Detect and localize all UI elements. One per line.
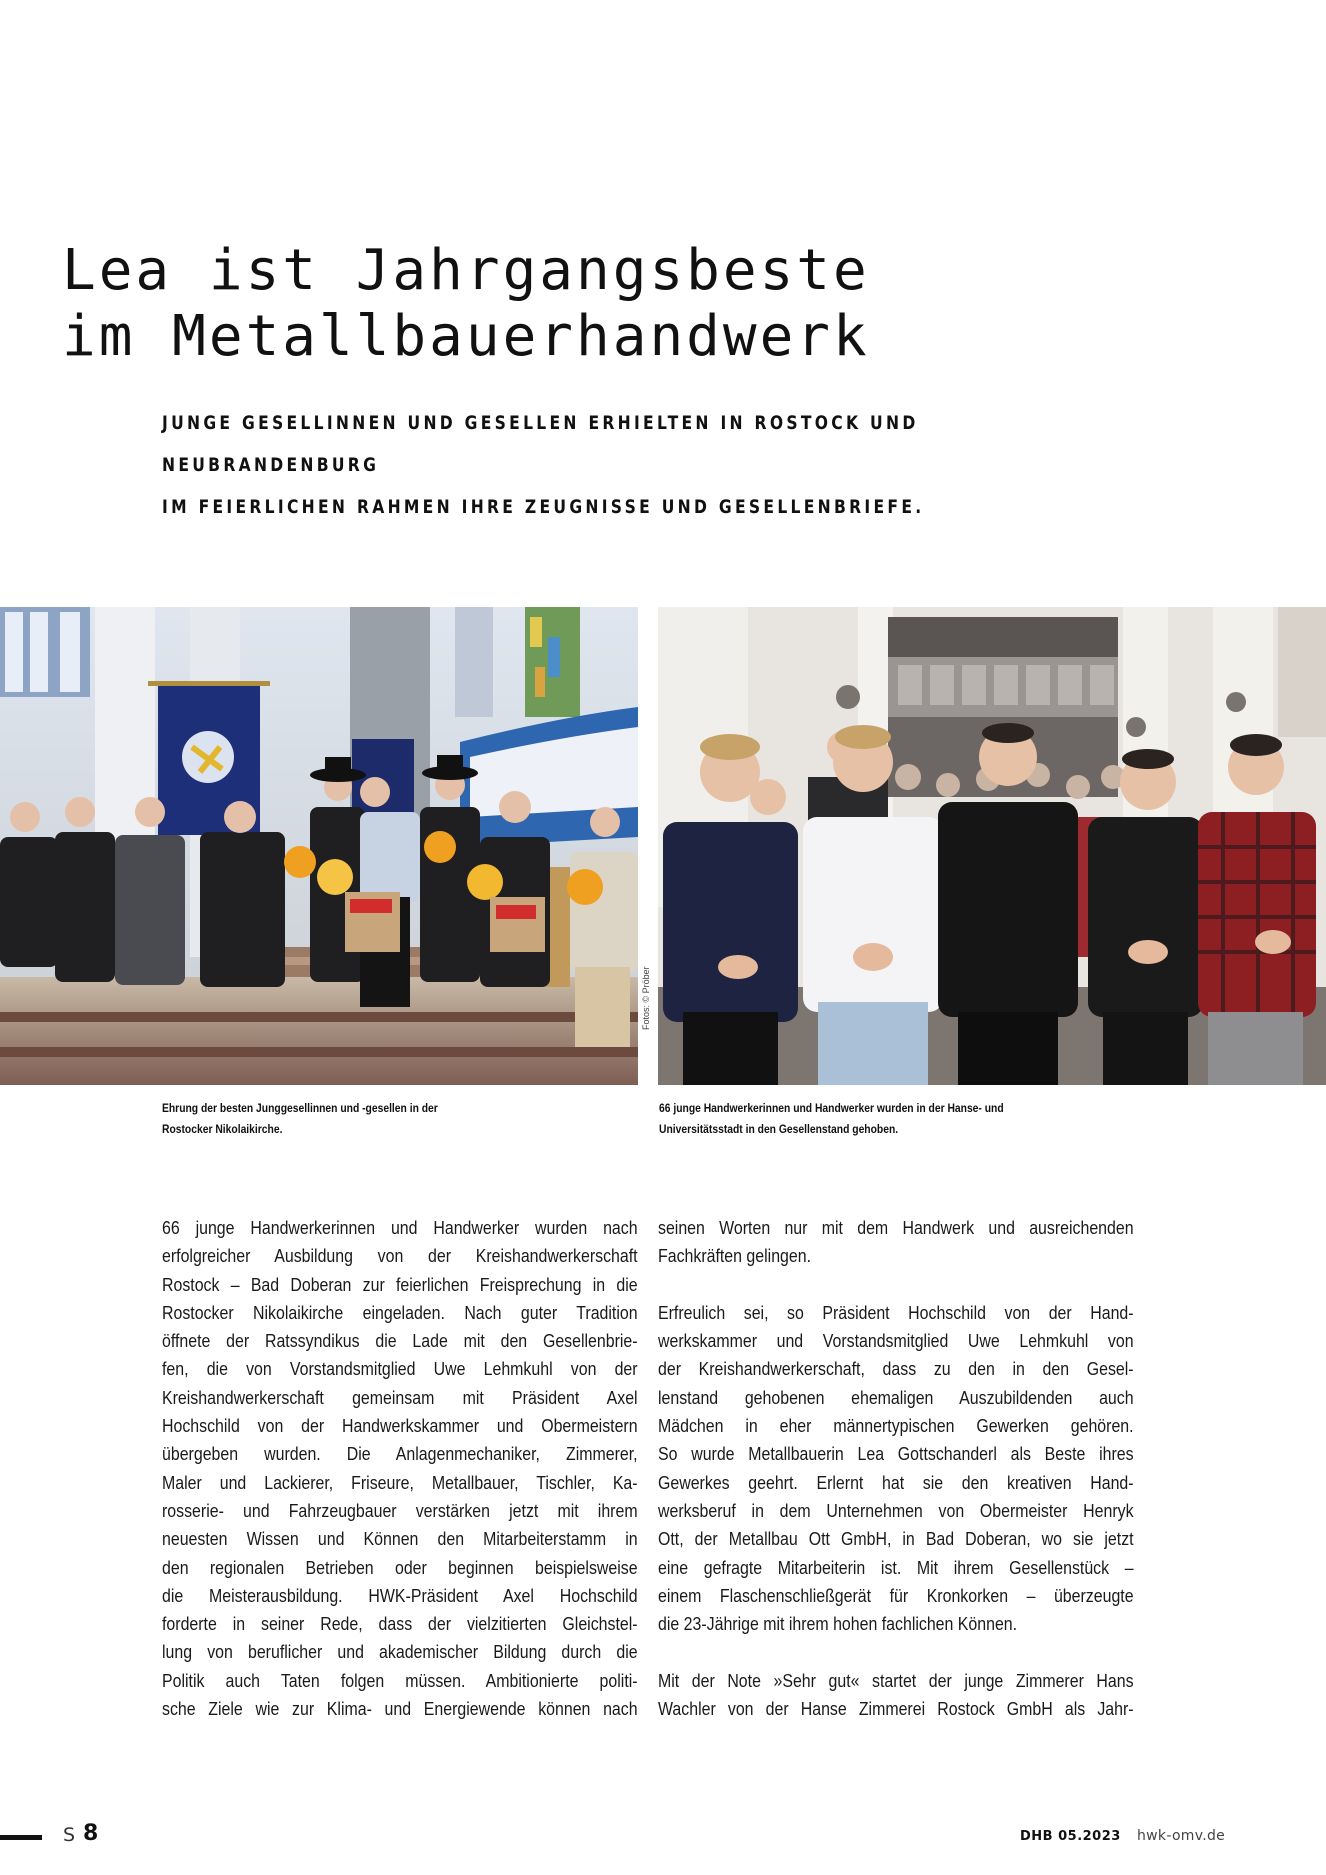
body-line: Rostocker Nikolaikirche eingeladen. Nach guter Tradition bbox=[162, 1301, 638, 1323]
body-line: einem Flaschenschließgerät für Kronkorken – überzeugte bbox=[658, 1584, 1134, 1606]
body-line: übergeben wurden. Die Anlagenmechaniker, Zimmerer, bbox=[162, 1443, 638, 1465]
body-line: 66 junge Handwerkerinnen und Handwerker wurden nach bbox=[162, 1217, 638, 1238]
body-line: seinen Worten nur mit dem Handwerk und ausreichenden bbox=[658, 1217, 1134, 1238]
body-line: Mädchen in eher männertypischen Gewerken gehören. bbox=[658, 1415, 1134, 1437]
footer-rule bbox=[0, 1835, 42, 1840]
body-line: Hochschild von der Handwerkskammer und Obermeistern bbox=[162, 1415, 638, 1437]
photo-journeymen-row bbox=[658, 607, 1326, 1085]
body-line: fen, die von Vorstandsmitglied Uwe Lehmkuhl von der bbox=[162, 1358, 638, 1380]
caption-line: Rostocker Nikolaikirche. bbox=[162, 1122, 283, 1136]
body-line: lung von beruflicher und akademischer Bildung durch die bbox=[162, 1641, 638, 1663]
photo-journeymen-image bbox=[658, 607, 1326, 1085]
paragraph-gap bbox=[658, 1638, 1134, 1666]
body-column-left bbox=[162, 1214, 638, 1723]
body-line: So wurde Metallbauerin Lea Gottschanderl als Beste ihres bbox=[658, 1443, 1134, 1465]
footer-issue: DHB 05.2023 bbox=[1020, 1829, 1121, 1844]
caption-right-photo bbox=[659, 1098, 1063, 1140]
body-line: Gewerkes geehrt. Erlernt hat sie den kreativen Hand- bbox=[658, 1471, 1134, 1493]
photo-ceremony-image bbox=[0, 607, 638, 1085]
body-line: forderte in seiner Rede, dass der vielzitierten Gleichstel- bbox=[162, 1613, 638, 1635]
article-title-line: im Metallbauerhandwerk bbox=[62, 304, 870, 369]
body-line: Fachkräften gelingen. bbox=[658, 1245, 812, 1267]
article-subtitle-line: JUNGE GESELLINNEN UND GESELLEN ERHIELTEN IN ROSTOCK UND NEUBRANDENBURG bbox=[162, 412, 919, 476]
body-line: Erfreulich sei, so Präsident Hochschild von der Hand- bbox=[658, 1301, 1134, 1323]
body-line: öffnete der Ratssyndikus die Lade mit den Gesellenbrie- bbox=[162, 1330, 638, 1352]
body-line: die Meisterausbildung. HWK-Präsident Axel Hochschild bbox=[162, 1584, 638, 1606]
body-column-right bbox=[658, 1214, 1134, 1723]
body-line: Wachler von der Hanse Zimmerei Rostock GmbH als Jahr- bbox=[658, 1698, 1134, 1720]
body-line: Maler und Lackierer, Friseure, Metallbauer, Tischler, Ka- bbox=[162, 1471, 638, 1493]
body-line: Kreishandwerkerschaft gemeinsam mit Präsident Axel bbox=[162, 1386, 638, 1408]
body-line: rosserie- und Fahrzeugbauer verstärken jetzt mit ihrem bbox=[162, 1499, 638, 1521]
caption-line: Ehrung der besten Junggesellinnen und -gesellen in der bbox=[162, 1101, 438, 1115]
paragraph-gap bbox=[658, 1271, 1134, 1299]
page-number: 8 bbox=[83, 1821, 99, 1846]
footer-section-letter: S bbox=[63, 1824, 76, 1846]
body-line: eine gefragte Mitarbeiterin ist. Mit ihrem Gesellenstück – bbox=[658, 1556, 1134, 1578]
photo-ceremony-nikolaikirche bbox=[0, 607, 638, 1085]
caption-line: 66 junge Handwerkerinnen und Handwerker wurden in der Hanse- und bbox=[659, 1101, 1004, 1115]
body-line: der Kreishandwerkerschaft, dass zu den in den Gesel- bbox=[658, 1358, 1134, 1380]
body-line: Rostock – Bad Doberan zur feierlichen Freisprechung in die bbox=[162, 1273, 638, 1295]
body-line: den regionalen Betrieben oder beginnen beispielsweise bbox=[162, 1556, 638, 1578]
body-line: die 23-Jährige mit ihrem hohen fachlichen Können. bbox=[658, 1613, 1018, 1635]
body-line: sche Ziele wie zur Klima- und Energiewende können nach bbox=[162, 1698, 638, 1720]
caption-line: Universitätsstadt in den Gesellenstand gehoben. bbox=[659, 1122, 899, 1136]
photo-credit: Fotos: © Pröber bbox=[641, 966, 651, 1030]
body-line: Ott, der Metallbau Ott GmbH, in Bad Doberan, wo sie jetzt bbox=[658, 1528, 1134, 1550]
article-subtitle bbox=[162, 402, 1130, 528]
body-line: lenstand gehobenen ehemaligen Auszubildenden auch bbox=[658, 1386, 1134, 1408]
article-title bbox=[62, 238, 870, 370]
article-subtitle-line: IM FEIERLICHEN RAHMEN IHRE ZEUGNISSE UND GESELLENBRIEFE. bbox=[162, 496, 925, 518]
caption-left-photo bbox=[162, 1098, 566, 1140]
footer-website-link[interactable]: hwk-omv.de bbox=[1137, 1828, 1226, 1844]
body-line: werksberuf in dem Unternehmen von Obermeister Henryk bbox=[658, 1499, 1134, 1521]
body-line: werkskammer und Vorstandsmitglied Uwe Lehmkuhl von bbox=[658, 1330, 1134, 1352]
body-line: erfolgreicher Ausbildung von der Kreishandwerkerschaft bbox=[162, 1245, 638, 1267]
body-line: Politik auch Taten folgen müssen. Ambitionierte politi- bbox=[162, 1669, 638, 1691]
body-line: neuesten Wissen und Können den Mitarbeiterstamm in bbox=[162, 1528, 638, 1550]
article-title-line: Lea ist Jahrgangsbeste bbox=[62, 238, 870, 303]
body-line: Mit der Note »Sehr gut« startet der junge Zimmerer Hans bbox=[658, 1669, 1134, 1691]
